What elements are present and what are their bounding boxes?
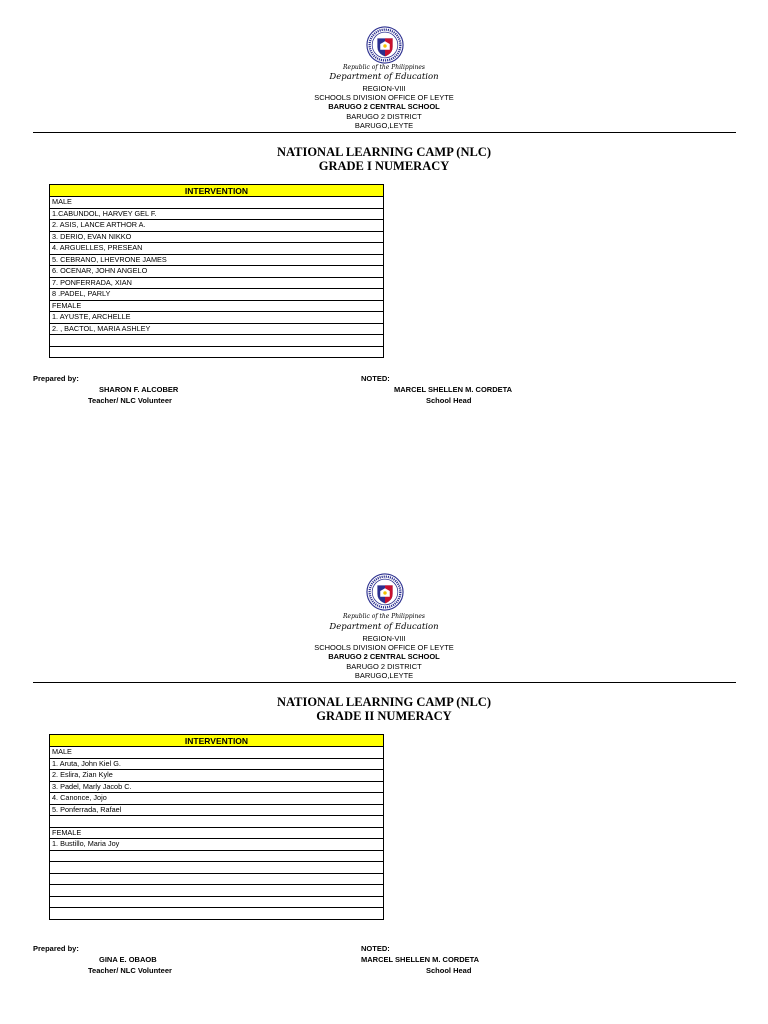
intervention-table: [49, 184, 384, 358]
head-role: School Head: [426, 396, 472, 405]
district-line: BARUGO 2 DISTRICT: [346, 112, 422, 121]
region-line: REGION-VIII: [362, 634, 406, 643]
department-line: Department of Education: [329, 72, 439, 82]
table-row: 4. ARGUELLES, PRESEAN: [50, 243, 384, 255]
table-row: MALE: [50, 747, 384, 759]
table-row: [50, 850, 384, 862]
table-row: 2. , BACTOL, MARIA ASHLEY: [50, 323, 384, 335]
grade-title: GRADE I NUMERACY: [318, 159, 450, 173]
district-line: BARUGO 2 DISTRICT: [346, 662, 422, 671]
camp-title: NATIONAL LEARNING CAMP (NLC): [276, 145, 491, 159]
division-line: SCHOOLS DIVISION OFFICE OF LEYTE: [314, 643, 454, 652]
table-row: [50, 335, 384, 347]
table-row: 2. ASIS, LANCE ARTHOR A.: [50, 220, 384, 232]
noted-label: NOTED:: [361, 374, 390, 383]
prepared-label: Prepared by:: [33, 374, 79, 383]
division-line: SCHOOLS DIVISION OFFICE OF LEYTE: [314, 93, 454, 102]
table-row: 1. AYUSTE, ARCHELLE: [50, 312, 384, 324]
table-row: 8 .PADEL, PARLY: [50, 289, 384, 301]
table-row: 6. OCENAR, JOHN ANGELO: [50, 266, 384, 278]
table-row: 7. PONFERRADA, XIAN: [50, 277, 384, 289]
table-row: FEMALE: [50, 300, 384, 312]
school-line: BARUGO 2 CENTRAL SCHOOL: [328, 102, 440, 111]
location-line: BARUGO,LEYTE: [354, 671, 414, 680]
table-row: 5. Ponferrada, Rafael: [50, 804, 384, 816]
intervention-header: INTERVENTION: [50, 185, 384, 197]
head-name: MARCEL SHELLEN M. CORDETA: [361, 955, 480, 964]
header-divider: [33, 682, 736, 683]
table-row: 3. DERIO, EVAN NIKKO: [50, 231, 384, 243]
preparer-name: GINA E. OBAOB: [99, 955, 157, 964]
table-row: 3. Padel, Marly Jacob C.: [50, 781, 384, 793]
table-row: MALE: [50, 197, 384, 209]
table-row: 1. Aruta, John Kiel G.: [50, 758, 384, 770]
camp-title: NATIONAL LEARNING CAMP (NLC): [276, 695, 491, 709]
republic-line: Republic of the Philippines: [343, 613, 425, 620]
location-line: BARUGO,LEYTE: [354, 121, 414, 130]
header-divider: [33, 132, 736, 133]
preparer-role: Teacher/ NLC Volunteer: [88, 396, 172, 405]
intervention-header: INTERVENTION: [50, 735, 384, 747]
grade-title: GRADE II NUMERACY: [316, 709, 452, 723]
deped-seal-icon: [366, 573, 404, 611]
table-row: [50, 873, 384, 885]
head-role: School Head: [426, 966, 472, 975]
republic-line: Republic of the Philippines: [343, 64, 425, 71]
preparer-role: Teacher/ NLC Volunteer: [88, 966, 172, 975]
table-row: 4. Canonce, Jojo: [50, 793, 384, 805]
table-row: [50, 908, 384, 920]
deped-seal-icon: [366, 26, 404, 64]
table-row: 5. CEBRANO, LHEVRONE JAMES: [50, 254, 384, 266]
table-row: [50, 885, 384, 897]
table-row: 2. Eslira, Zian Kyle: [50, 770, 384, 782]
table-row: 1. Bustillo, Maria Joy: [50, 839, 384, 851]
table-row: [50, 346, 384, 358]
intervention-table: [49, 734, 384, 920]
preparer-name: SHARON F. ALCOBER: [99, 385, 179, 394]
prepared-label: Prepared by:: [33, 944, 79, 953]
department-line: Department of Education: [329, 622, 439, 632]
table-row: [50, 816, 384, 828]
table-row: 1.CABUNDOL, HARVEY GEL F.: [50, 208, 384, 220]
table-row: FEMALE: [50, 827, 384, 839]
noted-label: NOTED:: [361, 944, 390, 953]
school-line: BARUGO 2 CENTRAL SCHOOL: [328, 652, 440, 661]
table-row: [50, 896, 384, 908]
head-name: MARCEL SHELLEN M. CORDETA: [394, 385, 513, 394]
table-row: [50, 862, 384, 874]
region-line: REGION-VIII: [362, 84, 406, 93]
